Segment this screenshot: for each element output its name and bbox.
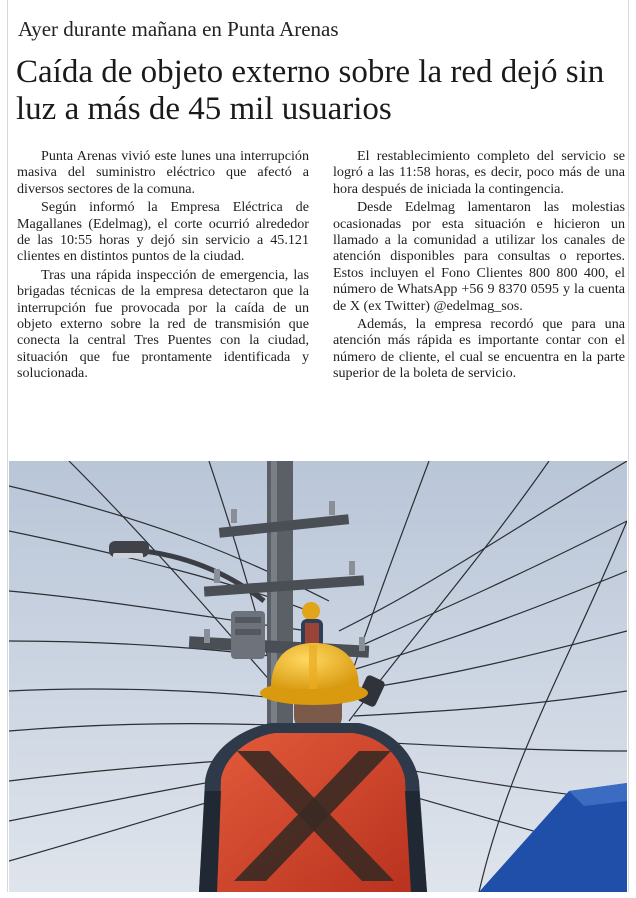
article-kicker: Ayer durante mañana en Punta Arenas [18, 17, 339, 41]
article-column-left [17, 148, 309, 384]
worker-photo-illustration [9, 461, 627, 892]
paragraph: Además, la empresa recordó que para una atención más rápida es importante contar con el número de cliente, el cual se encuentra en la parte superior de la boleta de servicio. [333, 316, 625, 382]
article-headline: Caída de objeto externo sobre la red dejó sin luz a más de 45 mil usuarios [16, 54, 605, 127]
paragraph: Tras una rápida inspección de emergencia, las brigadas técnicas de la empresa detectaron que la interrupción fue provocada por la caída de un objeto externo sobre la red de transmisión que conecta la central Tres Puentes con la ciudad, situación que fue prontamente identificada y solucionada. [17, 266, 309, 382]
paragraph: Según informó la Empresa Eléctrica de Magallanes (Edelmag), el corte ocurrió alrededor de las 10:55 horas y dejó sin servicio a 45.121 clientes en distintos puntos de la ciudad. [17, 199, 309, 265]
article-column-right [333, 148, 625, 384]
paragraph: El restablecimiento completo del servicio se logró a las 11:58 horas, es decir, poco más de una hora después de iniciada la contingencia. [333, 148, 625, 197]
article-photo [9, 461, 627, 892]
paragraph: Desde Edelmag lamentaron las molestias ocasionadas por esta situación e hicieron un llamado a la comunidad a utilizar los canales de atención disponibles para consultas o reportes. Estos incluyen el Fono Clientes 800 800 400, el número de WhatsApp +56 9 8370 0595 y la cuenta de X (ex Twitter) @edelmag_sos. [333, 199, 625, 314]
paragraph: Punta Arenas vivió este lunes una interrupción masiva del suministro eléctrico que afectó a diversos sectores de la comuna. [17, 148, 309, 197]
